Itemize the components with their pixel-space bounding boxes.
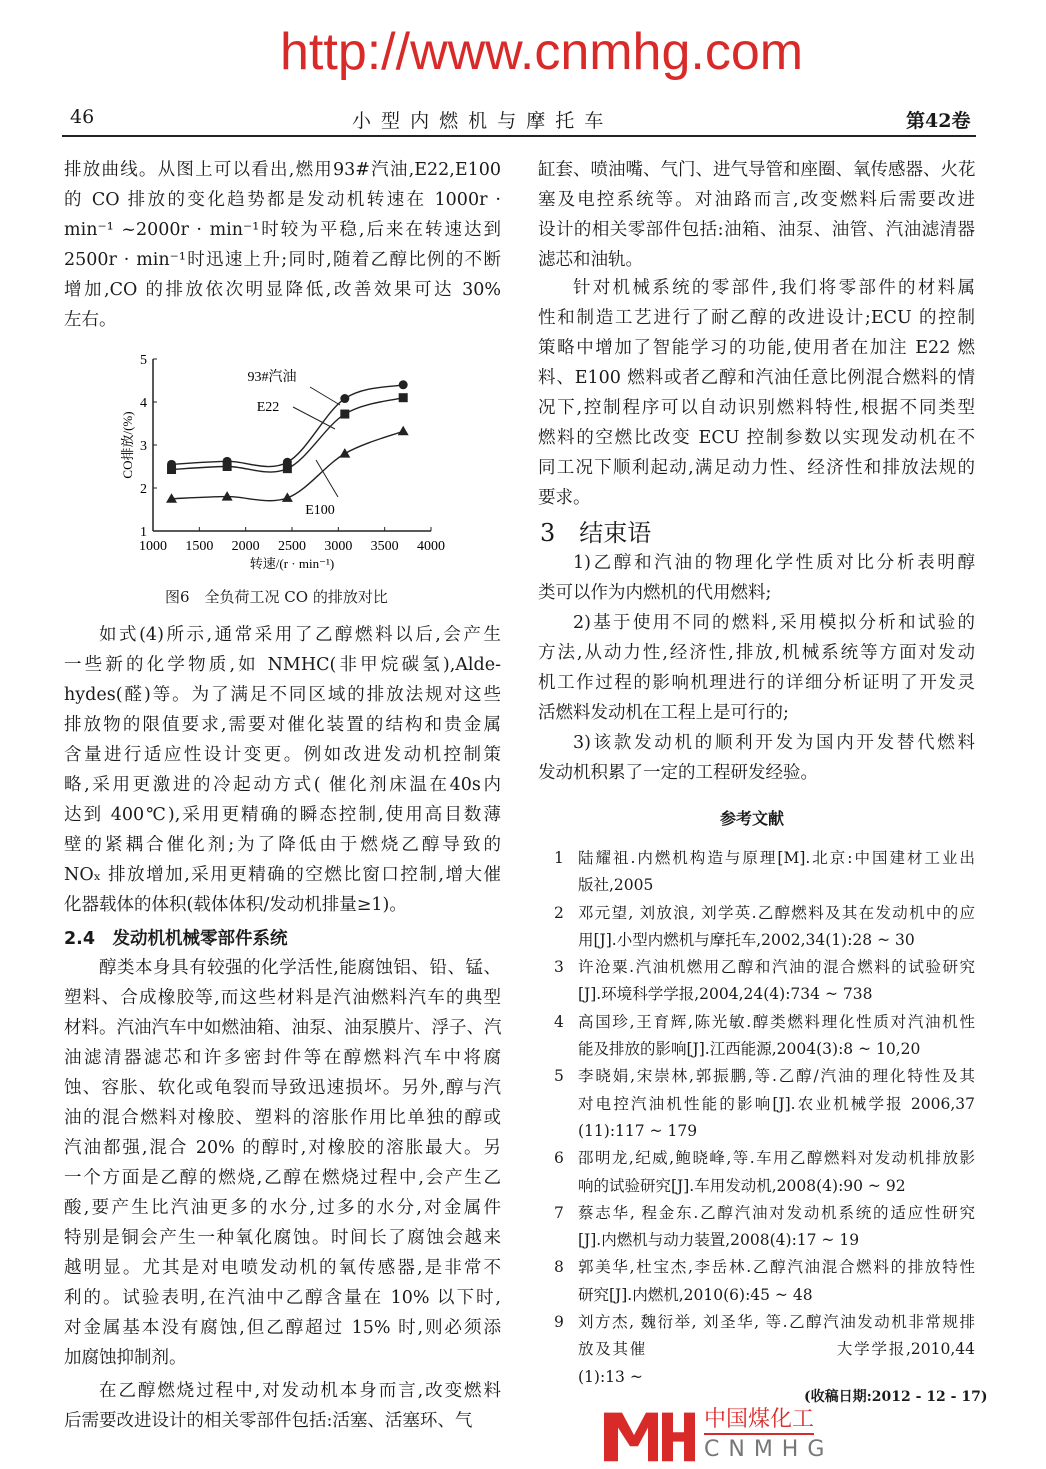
text-line: 对金属基本没有腐蚀,但乙醇超过 15% 时,则必须添 xyxy=(64,1318,501,1338)
reference-line: 用[J].小型内燃机与摩托车,2002,34(1):28 ~ 30 xyxy=(578,930,915,949)
text-line: 排放物的限值要求,需要对催化装置的结构和贵金属 xyxy=(64,715,501,735)
reference-item xyxy=(538,1309,975,1391)
section-heading-3: 3 结束语 xyxy=(540,519,652,547)
x-axis-label: 转速/(r · min⁻¹) xyxy=(249,556,335,571)
text-line: 一些新的化学物质,如 NMHC(非甲烷碳氢),Alde- xyxy=(64,655,501,675)
right-paragraph-2 xyxy=(538,273,975,513)
reference-number: 3 xyxy=(554,958,564,977)
text-line: 塞及电控系统等。对油路而言,改变燃料后需要改进 xyxy=(538,190,975,210)
reference-item xyxy=(538,954,975,1009)
text-line: 化器载体的体积(载体体积/发动机排量≥1)。 xyxy=(64,895,407,915)
reference-line: 李晓娟,宋崇林,郭振鹏,等.乙醇/汽油的理化特性及其 xyxy=(578,1067,975,1086)
reference-item xyxy=(538,845,975,900)
text-line: 材料。汽油汽车中如燃油箱、油泵、油泵膜片、浮子、汽 xyxy=(64,1018,502,1038)
series-leader-line xyxy=(293,407,335,429)
conclusion-3 xyxy=(538,728,975,788)
data-point-square xyxy=(167,465,176,474)
reference-line: 高国珍,王育辉,陈光敏.醇类燃料理化性质对汽油机性 xyxy=(578,1012,975,1031)
text-line: 增加,CO 的排放依次明显降低,改善效果可达 30% xyxy=(64,280,501,300)
text-line: 针对机械系统的零部件,我们将零部件的材料属 xyxy=(573,278,975,298)
text-line: 排放曲线。从图上可以看出,燃用93#汽油,E22,E100 xyxy=(64,160,501,180)
series-label: E22 xyxy=(256,400,280,415)
co-emission-chart xyxy=(110,345,450,585)
right-paragraph-1 xyxy=(538,155,975,275)
reference-number: 5 xyxy=(554,1067,564,1086)
data-point-circle xyxy=(399,380,408,389)
text-line: 的 CO 排放的变化趋势都是发动机转速在 1000r · xyxy=(64,190,501,210)
conclusion-2 xyxy=(538,608,975,728)
reference-line: 能及排放的影响[J].江西能源,2004(3):8 ~ 10,20 xyxy=(578,1040,921,1059)
series-label: E100 xyxy=(305,503,335,518)
references-heading: 参考文献 xyxy=(720,809,785,828)
logo-watermark xyxy=(600,1407,900,1465)
text-line: 如式(4)所示,通常采用了乙醇燃料以后,会产生 xyxy=(99,625,501,645)
text-line: 含量进行适应性设计变更。例如改进发动机控制策 xyxy=(64,745,501,765)
data-point-square xyxy=(283,464,292,473)
text-line: 2500r · min⁻¹时迅速上升;同时,随着乙醇比例的不断 xyxy=(64,250,501,270)
reference-line: 许沧粟.汽油机燃用乙醇和汽油的混合燃料的试验研究 xyxy=(578,958,975,977)
reference-line: 刘方杰, 魏衍举, 刘圣华, 等.乙醇汽油发动机非常规排 xyxy=(578,1313,975,1332)
reference-line: [J].环境科学学报,2004,24(4):734 ~ 738 xyxy=(578,985,873,1004)
reference-line: 邵明龙,纪威,鲍晓峰,等.车用乙醇燃料对发动机排放影 xyxy=(578,1149,975,1168)
section-heading-2-4: 2.4 发动机机械零部件系统 xyxy=(64,929,288,949)
text-line: 类可以作为内燃机的代用燃料; xyxy=(538,583,772,603)
text-line: 达到 400℃),采用更精确的瞬态控制,使用高目数薄 xyxy=(64,805,501,825)
y-tick-label: 5 xyxy=(140,353,147,368)
reference-line: (1):13 ~ xyxy=(578,1367,643,1386)
text-line: 设计的相关零部件包括:油箱、油泵、油管、汽油滤清器 xyxy=(538,220,975,240)
reference-number: 4 xyxy=(554,1012,564,1031)
text-line: 发动机积累了一定的工程研发经验。 xyxy=(538,763,818,783)
left-paragraph-4 xyxy=(64,1376,501,1436)
reference-line: 放及其催 大学学报,2010,44 xyxy=(578,1340,975,1359)
logo-english: CNMHG xyxy=(704,1437,834,1462)
left-paragraph-2 xyxy=(64,620,501,920)
reference-number: 8 xyxy=(554,1258,564,1277)
reference-line: 研究[J].内燃机,2010(6):45 ~ 48 xyxy=(578,1285,813,1304)
volume-label: 第42卷 xyxy=(906,110,971,132)
text-line: 汽油都强,混合 20% 的醇时,对橡胶的溶胀最大。另 xyxy=(64,1138,501,1158)
page-number: 46 xyxy=(70,106,95,128)
x-tick-label: 1000 xyxy=(139,539,167,554)
x-tick-label: 2500 xyxy=(278,539,306,554)
text-line: 活燃料发动机在工程上是可行的; xyxy=(538,703,789,723)
text-line: 况下,控制程序可以自动识别燃料特性,根据不同类型 xyxy=(538,398,975,418)
mh-logo-mark xyxy=(600,1407,700,1465)
reference-line: 郭美华,杜宝杰,李岳林.乙醇汽油混合燃料的排放特性 xyxy=(578,1258,975,1277)
text-line: 蚀、容胀、软化或龟裂而导致迅速损坏。另外,醇与汽 xyxy=(64,1078,501,1098)
text-line: 燃料的空燃比改变 ECU 控制参数以实现发动机在不 xyxy=(538,428,975,448)
text-line: 2)基于使用不同的燃料,采用模拟分析和试验的 xyxy=(573,613,975,633)
reference-number: 9 xyxy=(554,1313,564,1332)
x-tick-label: 4000 xyxy=(417,539,445,554)
reference-line: [J].内燃机与动力装置,2008(4):17 ~ 19 xyxy=(578,1231,860,1250)
text-line: 加腐蚀抑制剂。 xyxy=(64,1348,187,1368)
figure-caption: 图6 全负荷工况 CO 的排放对比 xyxy=(165,588,388,606)
y-tick-label: 1 xyxy=(140,525,147,540)
reference-item xyxy=(538,1145,975,1200)
text-line: 越明显。尤其是对电喷发动机的氧传感器,是非常不 xyxy=(64,1258,501,1278)
data-point-triangle xyxy=(222,491,233,501)
text-line: 后需要改进设计的相关零部件包括:活塞、活塞环、气 xyxy=(64,1411,473,1431)
text-line: 一个方面是乙醇的燃烧,乙醇在燃烧过程中,会产生乙 xyxy=(64,1168,501,1188)
series-leader-line xyxy=(310,387,340,405)
x-tick-label: 2000 xyxy=(231,539,260,554)
reference-line: 蔡志华, 程金东.乙醇汽油对发动机系统的适应性研究 xyxy=(578,1203,975,1222)
header-rule xyxy=(62,135,976,137)
text-line: 醇类本身具有较强的化学活性,能腐蚀铝、铅、锰、 xyxy=(99,958,501,978)
reference-number: 6 xyxy=(554,1149,564,1168)
reference-list xyxy=(538,845,975,1391)
x-tick-label: 3000 xyxy=(324,539,353,554)
x-tick-label: 1500 xyxy=(185,539,214,554)
text-line: 酸,要产生比汽油更多的水分,过多的水分,对金属件 xyxy=(64,1198,501,1218)
reference-item xyxy=(538,1254,975,1309)
reference-item xyxy=(538,1009,975,1064)
data-point-square xyxy=(223,462,232,471)
y-tick-label: 4 xyxy=(140,396,147,411)
text-line: 特别是铜会产生一种氧化腐蚀。时间长了腐蚀会越来 xyxy=(64,1228,501,1248)
logo-chinese: 中国煤化工 xyxy=(704,1407,814,1435)
data-point-triangle xyxy=(339,448,350,458)
data-point-square xyxy=(399,393,408,402)
text-line: 缸套、喷油嘴、气门、进气导管和座圈、氧传感器、火花 xyxy=(538,160,976,180)
conclusion-1 xyxy=(538,548,975,608)
reference-line: 陆耀祖.内燃机构造与原理[M].北京:中国建材工业出 xyxy=(578,849,975,867)
text-line: 策略中增加了智能学习的功能,使用者在加注 E22 燃 xyxy=(538,338,975,358)
reference-item xyxy=(538,1063,975,1145)
y-tick-label: 3 xyxy=(140,439,147,454)
text-line: NOₓ 排放增加,采用更精确的空燃比窗口控制,增大催 xyxy=(64,865,501,885)
journal-title: 小 型 内 燃 机 与 摩 托 车 xyxy=(352,110,606,132)
series-leader-line xyxy=(316,460,338,497)
text-line: 油的混合燃料对橡胶、塑料的溶胀作用比单独的醇或 xyxy=(64,1108,501,1128)
data-point-square xyxy=(340,410,349,419)
reference-item xyxy=(538,900,975,955)
text-line: 同工况下顺利起动,满足动力性、经济性和排放法规的 xyxy=(538,458,975,478)
reference-number: 7 xyxy=(554,1203,564,1222)
x-tick-label: 3500 xyxy=(370,539,399,554)
text-line: 利的。试验表明,在汽油中乙醇含量在 10% 以下时, xyxy=(64,1288,501,1308)
data-point-circle xyxy=(340,394,349,403)
text-line: 性和制造工艺进行了耐乙醇的改进设计;ECU 的控制 xyxy=(538,308,975,328)
reference-item xyxy=(538,1200,975,1255)
left-paragraph-1 xyxy=(64,155,501,335)
text-line: 左右。 xyxy=(64,310,117,330)
text-line: 略,采用更激进的冷起动方式( 催化剂床温在40s内 xyxy=(64,775,501,795)
y-axis-label: CO排放/(%) xyxy=(120,411,135,479)
reference-line: 对电控汽油机性能的影响[J].农业机械学报 2006,37 xyxy=(578,1094,975,1113)
text-line: 滤芯和油轨。 xyxy=(538,250,643,270)
series-label: 93#汽油 xyxy=(247,370,297,385)
text-line: 壁的紧耦合催化剂;为了降低由于燃烧乙醇导致的 xyxy=(64,835,501,855)
data-point-triangle xyxy=(398,426,409,436)
text-line: min⁻¹ ~2000r · min⁻¹时较为平稳,后来在转速达到 xyxy=(64,220,501,240)
series-line-93#汽油 xyxy=(172,385,404,467)
reference-line: 版社,2005 xyxy=(578,876,654,895)
text-line: 要求。 xyxy=(538,488,591,508)
url-watermark: http://www.cnmhg.com xyxy=(280,23,804,81)
reference-number: 1 xyxy=(554,849,564,867)
y-tick-label: 2 xyxy=(140,482,147,497)
data-point-triangle xyxy=(282,492,293,502)
text-line: hydes(醛)等。为了满足不同区域的排放法规对这些 xyxy=(64,685,501,705)
text-line: 机工作过程的影响机理进行的详细分析证明了开发灵 xyxy=(538,673,975,693)
reference-line: 响的试验研究[J].车用发动机,2008(4):90 ~ 92 xyxy=(578,1176,906,1195)
text-line: 方法,从动力性,经济性,排放,机械系统等方面对发动 xyxy=(538,643,975,663)
text-line: 1)乙醇和汽油的物理化学性质对比分析表明醇 xyxy=(573,553,975,573)
left-paragraph-3 xyxy=(64,953,501,1373)
text-line: 塑料、合成橡胶等,而这些材料是汽油燃料汽车的典型 xyxy=(64,988,501,1008)
text-line: 料、E100 燃料或者乙醇和汽油任意比例混合燃料的情 xyxy=(538,368,975,388)
text-line: 在乙醇燃烧过程中,对发动机本身而言,改变燃料 xyxy=(99,1381,501,1401)
received-date: (收稿日期:2012 - 12 - 17) xyxy=(804,1389,988,1405)
text-line: 3)该款发动机的顺利开发为国内开发替代燃料 xyxy=(573,733,975,753)
reference-line: 邓元望, 刘放浪, 刘学英.乙醇燃料及其在发动机中的应 xyxy=(578,903,975,922)
text-line: 油滤清器滤芯和许多密封件等在醇燃料汽车中将腐 xyxy=(64,1048,501,1068)
reference-number: 2 xyxy=(554,903,564,922)
reference-line: (11):117 ~ 179 xyxy=(578,1121,698,1140)
